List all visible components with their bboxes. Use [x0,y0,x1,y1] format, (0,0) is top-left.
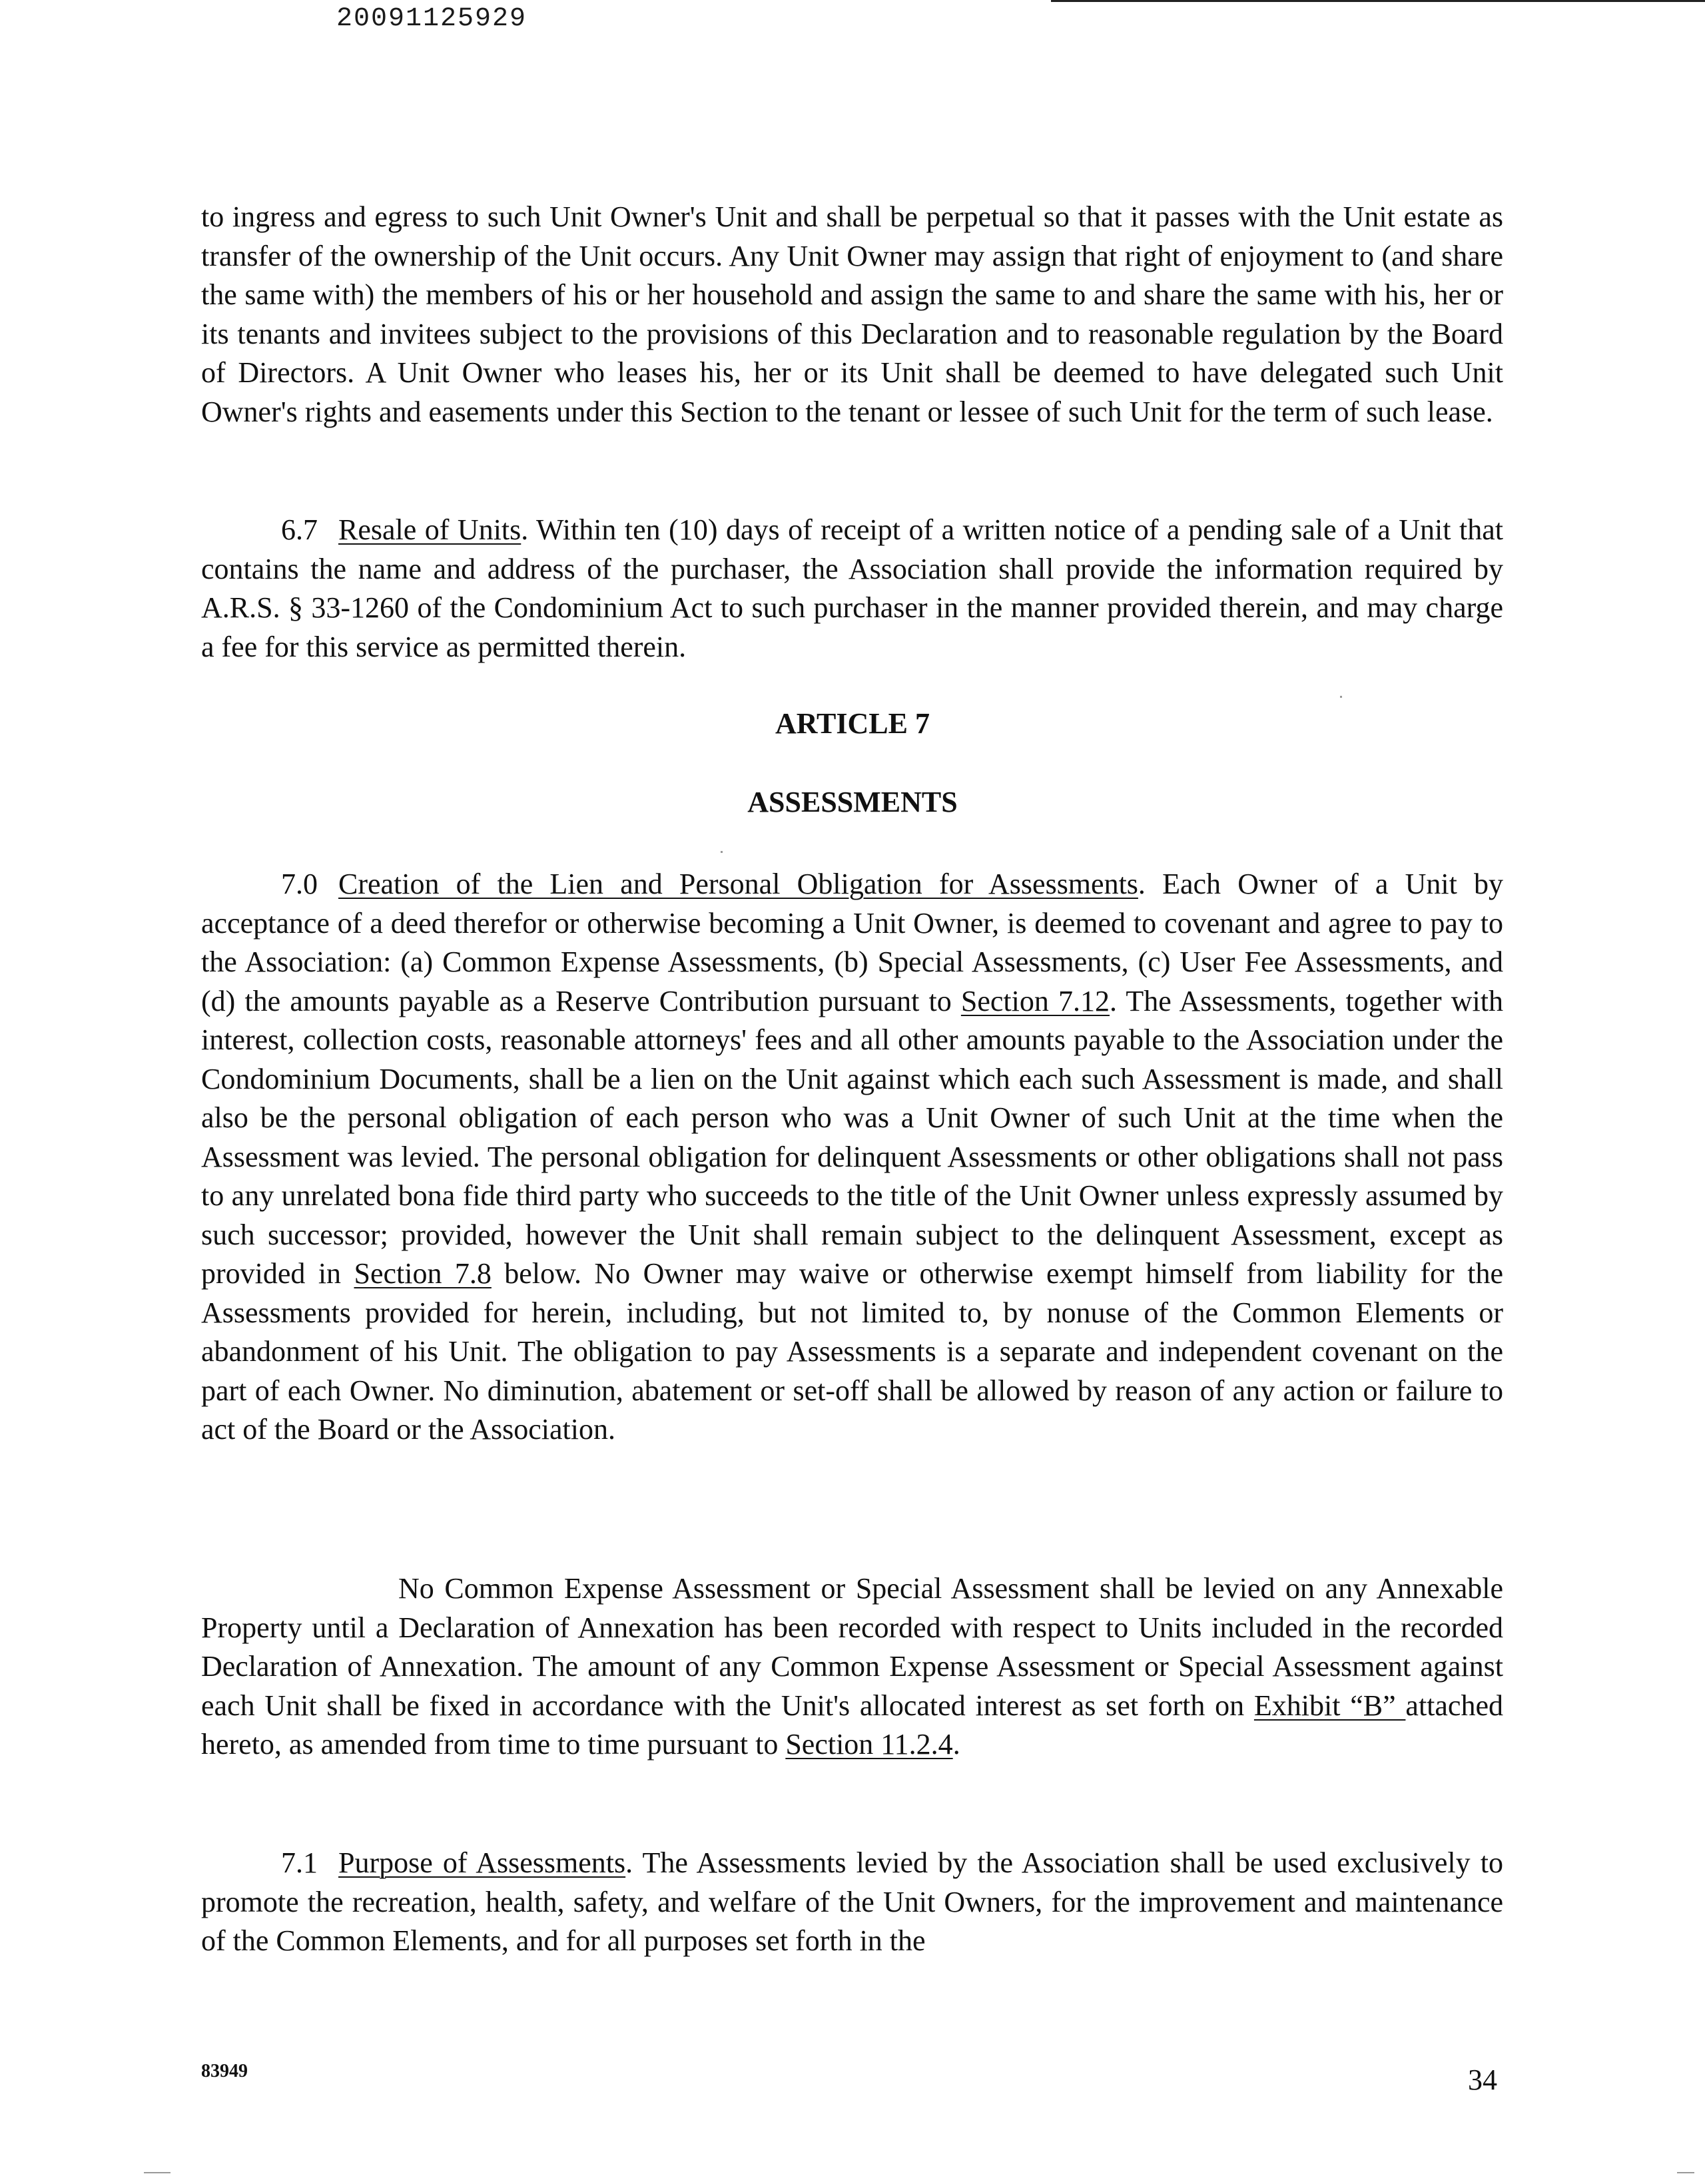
continuation-paragraph: to ingress and egress to such Unit Owner's Unit and shall be perpetual so that it passes with the Unit estate as transfer of the ownership of the Unit occurs. Any Unit Owner may assign that right of enjoyment to (and share the same with) the members of his or her household and assign the same to and share the same with his, her or its tenants and invitees subject to the provisions of this Declaration and to reasonable regulation by the Board of Directors. A Unit Owner who leases his, her or its Unit shall be deemed to have delegated such Unit Owner's rights and easements under this Section to the tenant or lessee of such Unit for the term of such lease. [201,200,1503,428]
section-text: No Common Expense Assessment or Special Assessment shall be levied on any Annexable Property until a Declaration of Annexation has been recorded with respect to Units included in the recorded Declaration of Annexation. The amount of any Common Expense Assessment or Special Assessment against each Unit shall be fixed in accordance with the Unit's allocated interest as set forth on [201,1572,1503,1722]
scan-speck [144,2172,170,2173]
recording-number: 20091125929 [336,4,527,34]
section-text: . Within ten (10) days of receipt of a written notice of a pending sale of a Unit that contains the name and address of the purchaser, the Association shall provide the information required by A.R.S. § 33-1260 of the Condominium Act to such purchaser in the manner provided therein, and may charge a fee for this service as permitted therein. [201,513,1503,663]
page-number: 34 [1468,2063,1497,2096]
header-rule [1051,0,1705,2]
section-text: attached hereto, as amended from time to time pursuant to [201,1689,1503,1761]
section-text: . Each Owner of a Unit by acceptance of a deed therefor or otherwise becoming a Unit Owner, is deemed to covenant and agree to pay to the Association: (a) Common Expense Assessments, (b) Special Assessments, (c) User Fee Assessments, and (d) the amounts payable as a Reserve Contribution pursuant to [201,868,1503,1017]
annexation-paragraph [201,1569,1503,1765]
scan-speck [721,851,723,853]
section-reference: Section 7.8 [354,1257,492,1290]
article-title: ASSESSMENTS [747,786,958,818]
section-title: Purpose of Assessments [338,1846,626,1879]
section-7-1-paragraph [201,1844,1503,1961]
exhibit-reference: Exhibit “B” [1253,1689,1406,1722]
scan-speck [1677,2172,1694,2173]
section-reference: Section 11.2.4 [785,1728,953,1761]
section-number: 7.1 [281,1846,318,1879]
section-title: Creation of the Lien and Personal Obligation for Assessments [338,868,1138,900]
section-text: . [952,1728,960,1761]
scan-speck [1340,696,1342,698]
section-7-0-paragraph [201,865,1503,1450]
section-reference: Section 7.12 [960,984,1110,1017]
section-number: 7.0 [281,868,318,900]
section-text: . The Assessments, together with interest, collection costs, reasonable attorneys' fees and all other amounts payable to the Association under the Condominium Documents, shall be a lien on the Unit against which each such Assessment is made, and shall also be the personal obligation of each person who was a Unit Owner of such Unit at the time when the Assessment was levied. The personal obligation for delinquent Assessments or other obligations shall not pass to any unrelated bona fide third party who succeeds to the title of the Unit Owner unless expressly assumed by such successor; provided, however the Unit shall remain subject to the delinquent Assessment, except as provided in [201,984,1504,1290]
article-heading: ARTICLE 7 [775,707,930,740]
section-text: below. No Owner may waive or otherwise exempt himself from liability for the Assessments provided for herein, including, but not limited to, by nonuse of the Common Elements or abandonment of his Unit. The obligation to pay Assessments is a separate and independent covenant on the part of each Owner. No diminution, abatement or set-off shall be allowed by reason of any action or failure to act of the Board or the Association. [201,1257,1504,1446]
section-6-7-paragraph [201,511,1503,667]
document-code: 83949 [201,2061,248,2081]
section-text: . The Assessments levied by the Association shall be used exclusively to promote the recreation, health, safety, and welfare of the Unit Owners, for the improvement and maintenance of the Common Elements, and for all purposes set forth in the [201,1846,1503,1957]
section-title: Resale of Units [338,513,521,546]
section-number: 6.7 [281,513,318,546]
